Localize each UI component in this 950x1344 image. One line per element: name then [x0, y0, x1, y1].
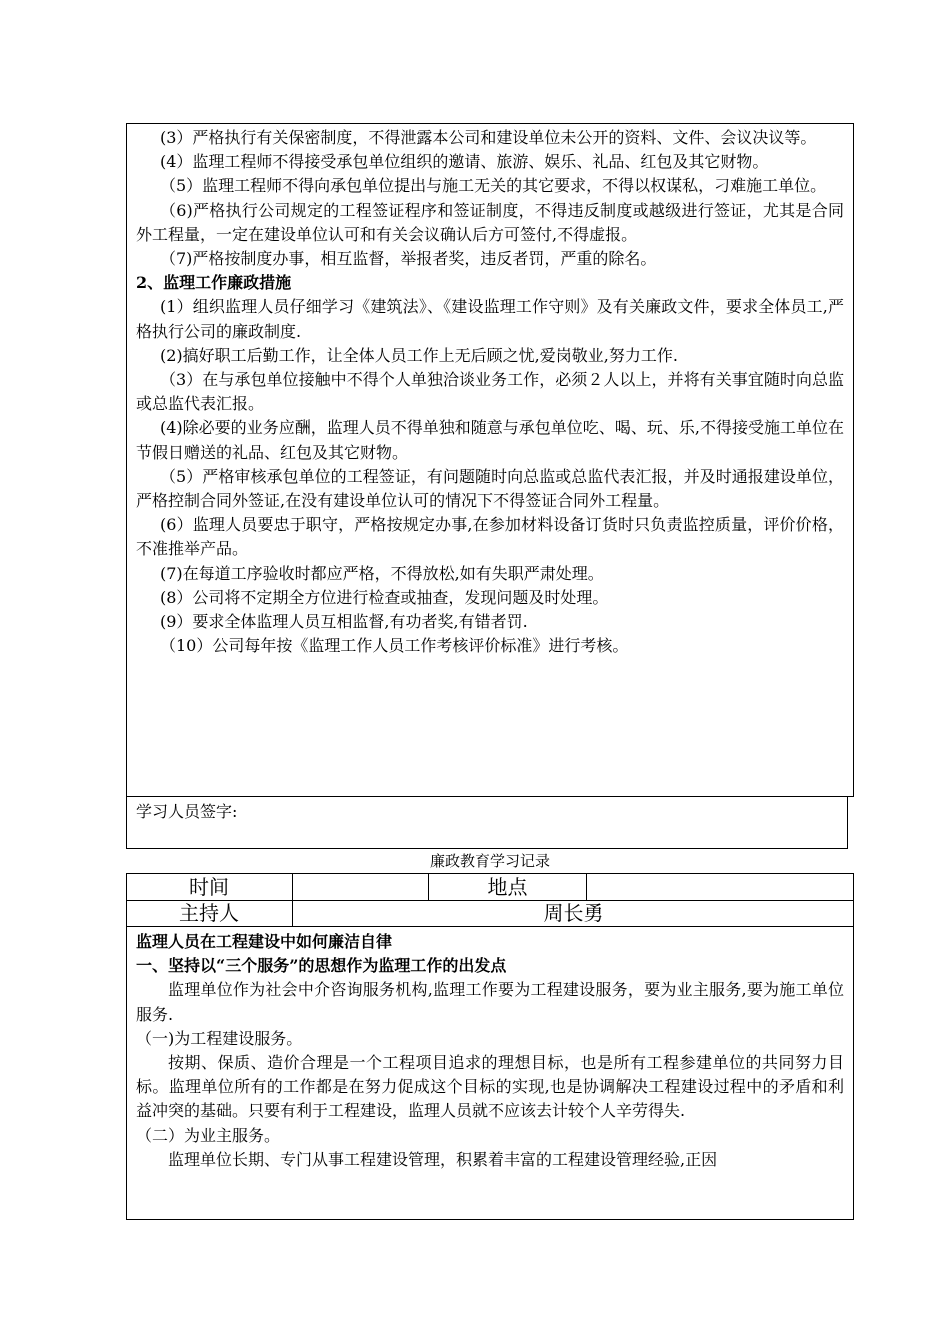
measure-9: (9）要求全体监理人员互相监督,有功者奖,有错者罚. [160, 612, 528, 632]
record-title: 监理人员在工程建设中如何廉洁自律 [136, 932, 393, 951]
record-heading-1: 一、坚持以“三个服务”的思想作为监理工作的出发点 [136, 956, 507, 976]
place-label: 地点 [487, 875, 528, 899]
time-label: 时间 [189, 875, 229, 899]
measure-6: (6）监理人员要忠于职守，严格按规定办事,在参加材料设备订货时只负责监控质量，评价价格，不准推举产品。 [136, 515, 844, 559]
measure-8: (8）公司将不定期全方位进行检查或抽查，发现问题及时处理。 [160, 587, 609, 607]
measures-heading: 2、监理工作廉政措施 [136, 273, 292, 293]
rule-4: (4）监理工程师不得接受承包单位组织的邀请、旅游、娱乐、礼品、红包及其它财物。 [160, 152, 769, 172]
host-value: 周长勇 [543, 901, 604, 925]
measure-4: (4)除必要的业务应酬，监理人员不得单独和随意与承包单位吃、喝、玩、乐,不得接受施工单位在节假日赠送的礼品、红包及其它财物。 [136, 418, 844, 462]
rule-3: (3）严格执行有关保密制度，不得泄露本公司和建设单位未公开的资料、文件、会议决议等。 [160, 128, 817, 147]
record-sub-1-text: 按期、保质、造价合理是一个工程项目追求的理想目标，也是所有工程参建单位的共同努力目标。监理单位所有的工作都是在努力促成这个目标的实现,也是协调解决工程建设过程中的矛盾和利益冲突的基础。只要有利于工程建设，监理人员就不应该去计较个人辛劳得失. [136, 1053, 844, 1121]
rules-content [136, 126, 844, 658]
rule-7: （7)严格按制度办事，相互监督，举报者奖，违反者罚，严重的除名。 [160, 249, 657, 269]
rule-6: （6)严格执行公司规定的工程签证程序和签证制度，不得违反制度或越级进行签证，尤其是合同外工程量，一定在建设单位认可和有关会议确认后方可签付,不得虚报。 [136, 200, 844, 244]
record-caption: 廉政教育学习记录 [429, 852, 550, 870]
time-value [293, 874, 428, 900]
measure-3: （3）在与承包单位接触中不得个人单独洽谈业务工作，必须２人以上，并将有关事宜随时向总监或总监代表汇报。 [136, 370, 844, 414]
record-sub-1: （一)为工程建设服务。 [136, 1028, 303, 1048]
record-sub-2: （二）为业主服务。 [136, 1125, 281, 1145]
record-intro: 监理单位作为社会中介咨询服务机构,监理工作要为工程建设服务，要为业主服务,要为施工单位服务. [136, 980, 844, 1024]
record-sub-2-text: 监理单位长期、专门从事工程建设管理，积累着丰富的工程建设管理经验,正因 [168, 1149, 718, 1169]
host-label: 主持人 [179, 901, 239, 925]
measure-7: (7)在每道工序验收时都应严格，不得放松,如有失职严肃处理。 [160, 563, 604, 583]
signature-label: 学习人员签字: [136, 802, 238, 821]
measure-2: (2)搞好职工后勤工作，让全体人员工作上无后顾之忧,爱岗敬业,努力工作. [160, 345, 678, 365]
record-content [136, 930, 844, 1172]
row-divider-2 [126, 926, 854, 927]
measure-1: (1）组织监理人员仔细学习《建筑法》、《建设监理工作守则》及有关廉政文件，要求全体员工,严格执行公司的廉政制度. [136, 297, 844, 341]
place-value [587, 874, 854, 900]
measure-10: （10）公司每年按《监理工作人员工作考核评价标准》进行考核。 [160, 636, 629, 656]
measure-5: （5）严格审核承包单位的工程签证，有问题随时向总监或总监代表汇报，并及时通报建设单位，严格控制合同外签证,在没有建设单位认可的情况下不得签证合同外工程量。 [136, 466, 844, 511]
rule-5: （5）监理工程师不得向承包单位提出与施工无关的其它要求，不得以权谋私，刁难施工单位。 [160, 176, 827, 196]
